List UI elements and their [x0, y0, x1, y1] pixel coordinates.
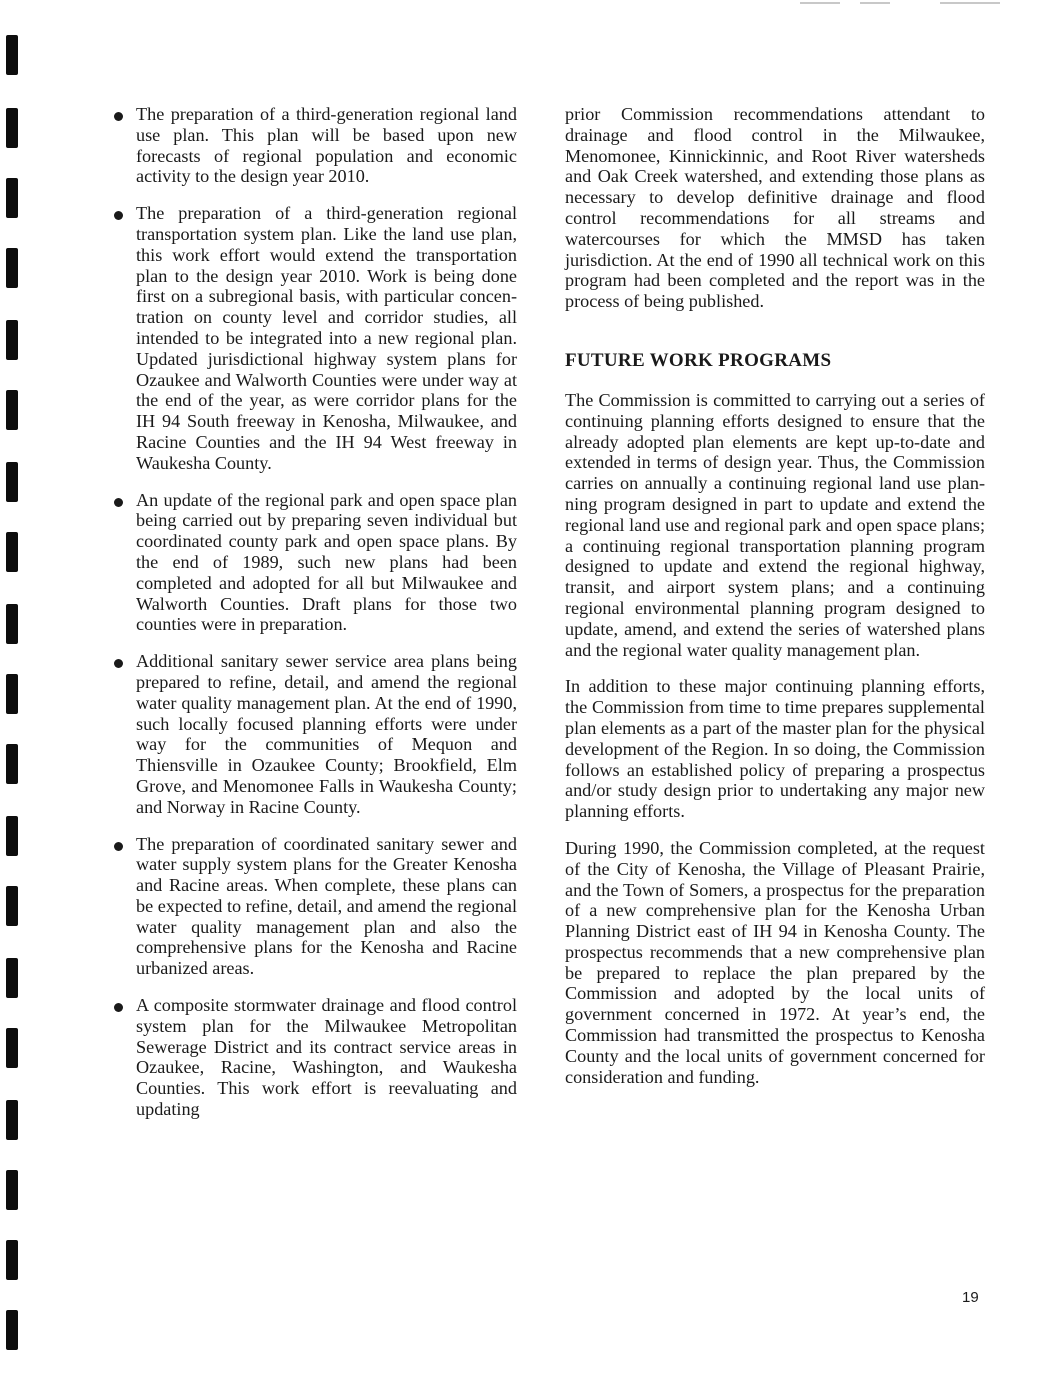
binding-mark — [6, 604, 18, 644]
binding-holes — [0, 0, 30, 1379]
binding-mark — [6, 390, 18, 430]
bullet-text: The preparation of a third-generation regional land use plan. This plan will be based upon new forecasts of regional population and economic activity to the design year 2010. — [136, 104, 517, 187]
bullet-text: Additional sanitary sewer service area plans being prepared to refine, detail, and amend the regional water quality management plan. At the end of 1990, such locally focused planning efforts were under way for the communities of Mequon and Thiensville in Ozaukee County; Brookfield, Elm Grove, and Menomonee Falls in Waukesha County; and Norway in Racine County. — [136, 651, 517, 817]
binding-mark — [6, 178, 18, 218]
bullet-item — [113, 995, 517, 1120]
bullet-item — [113, 834, 517, 980]
bullet-icon — [114, 842, 123, 851]
bullet-text: The preparation of a third-generation regional transportation system plan. Like the land use plan, this work effort would extend the transportation plan to the design year 2010. Work is being done first on a subregional basis, with particular concentration on county level and corridor studies, all intended to be integrated into a new regional plan. Updated jurisdictional highway system plans for Ozaukee and Walworth Counties were under way at the end of the year, as were corridor plans for the IH 94 South freeway in Kenosha, Milwaukee, and Racine Counties and the IH 94 West freeway in Waukesha County. — [136, 203, 517, 473]
bullet-item — [113, 203, 517, 473]
binding-mark — [6, 1240, 18, 1280]
binding-mark — [6, 674, 18, 714]
binding-mark — [6, 1310, 18, 1350]
body-paragraph: During 1990, the Commission completed, at the request of the City of Kenosha, the Village of Pleasant Prairie, and the Town of Somers, a prospectus for the preparation of a new comprehensive plan for the Kenosha Urban Planning District east of IH 94 in Kenosha County. The prospectus recommends that a new comprehensive plan be prepared to replace the plan prepared by the Commission and adopted by the local units of government concerned in 1972. At year’s end, the Commission had transmitted the prospectus to Kenosha County and the local units of government concerned for consideration and funding. — [565, 837, 985, 1087]
binding-mark — [6, 816, 18, 856]
binding-mark — [6, 958, 18, 998]
binding-mark — [6, 1170, 18, 1210]
scan-artifact — [860, 2, 890, 4]
page-number: 19 — [962, 1289, 979, 1306]
bullet-icon — [114, 498, 123, 507]
binding-mark — [6, 35, 18, 75]
bullet-item — [113, 651, 517, 817]
binding-mark — [6, 248, 18, 288]
binding-mark — [6, 462, 18, 502]
bullet-icon — [114, 211, 123, 220]
continued-paragraph: prior Commission recommendations attendant to drainage and flood control in the Milwaukee, Menomonee, Kinnickinnic, and Root River watersheds and Oak Creek watershed, and extending those plans as necessary to develop definitive drainage and flood control recommendations for all streams and watercourses for which the MMSD has taken jurisdiction. At the end of 1990 all technical work on this program had been completed and the report was in the process of being published. — [565, 104, 985, 312]
bullet-text: A composite stormwater drainage and flood control system plan for the Milwaukee Metropolitan Sewerage District and its contract service areas in Ozaukee, Racine, Washington, and Waukesha Counties. This work effort is reevaluating and updating — [136, 995, 517, 1120]
bullet-item — [113, 104, 517, 187]
binding-mark — [6, 108, 18, 148]
bullet-icon — [114, 1003, 123, 1012]
binding-mark — [6, 1028, 18, 1068]
bullet-item — [113, 490, 517, 636]
bullet-icon — [114, 659, 123, 668]
right-column — [565, 104, 985, 1103]
binding-mark — [6, 320, 18, 360]
bullet-text: The preparation of coordinated sanitary sewer and water supply system plans for the Greater Kenosha and Racine areas. When complete, these plans can be expected to refine, detail, and amend the regional water quality management plan and also the comprehensive plans for the Kenosha and Racine urbanized areas. — [136, 833, 517, 979]
bullet-icon — [114, 112, 123, 121]
body-paragraph: In addition to these major continuing planning efforts, the Commission from time to time prepares supplemental plan elements as a part of the master plan for the physical development of the Region. In so doing, the Commission follows an established policy of preparing a prospectus and/or study design prior to undertaking any major new planning efforts. — [565, 676, 985, 822]
binding-mark — [6, 1100, 18, 1140]
binding-mark — [6, 886, 18, 926]
binding-mark — [6, 532, 18, 572]
scan-artifact — [940, 2, 1000, 4]
left-column — [113, 104, 517, 1136]
body-paragraph: The Commission is committed to carrying out a series of continuing planning efforts designed to ensure that the already adopted plan elements are kept up-to-date and extended in terms of design year. Thus, the Commission carries on annually a continuing regional land use planning program designed in part to update and extend the regional land use and regional park and open space plans; a continuing regional transportation planning program designed to update and extend the regional highway, transit, and airport system plans; and a continuing regional environmental planning program designed to update, amend, and extend the series of watershed plans and the regional water quality management plan. — [565, 389, 985, 660]
binding-mark — [6, 744, 18, 784]
bullet-text: An update of the regional park and open space plan being carried out by preparing seven individual but coordinated county park and open space plans. By the end of 1989, such new plans had been completed and adopted for all but Milwaukee and Walworth Counties. Draft plans for those two counties were in preparation. — [136, 489, 517, 635]
section-heading: FUTURE WORK PROGRAMS — [565, 349, 832, 371]
scan-artifact — [800, 2, 840, 4]
